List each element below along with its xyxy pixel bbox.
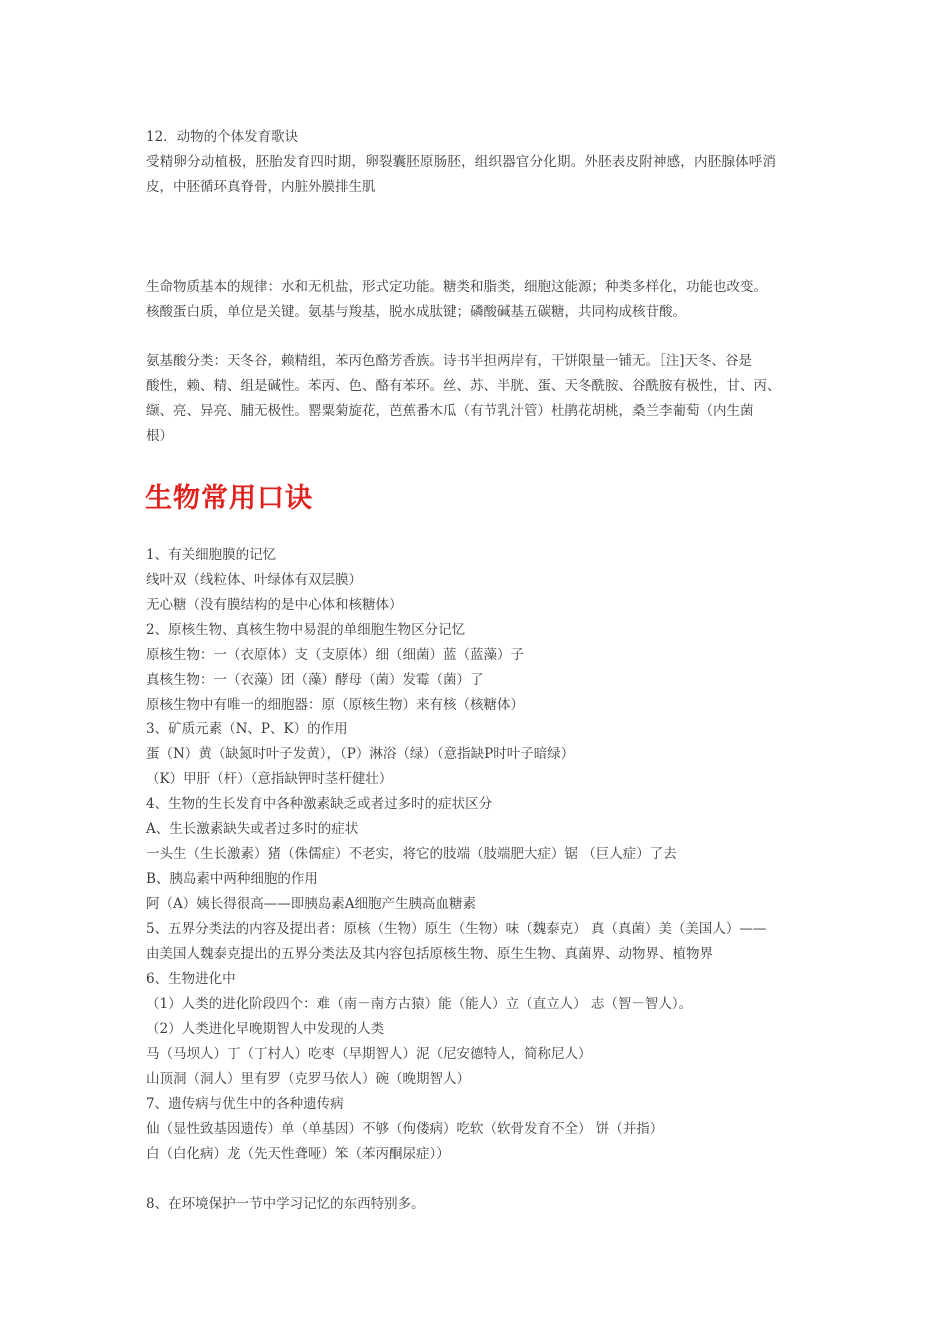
list-item: （2）人类进化早晚期智人中发现的人类 [146,1021,385,1037]
list-item: 1、有关细胞膜的记忆 [146,547,277,563]
paragraph-line: 核酸蛋白质，单位是关键。氨基与羧基，脱水成肽键；磷酸碱基五碳糖，共同构成核苷酸。 [146,304,686,320]
list-item: 原核生物中有唯一的细胞器：原（原核生物）来有核（核糖体） [146,697,524,713]
list-item: 原核生物：一（衣原体）支（支原体）细（细菌）蓝（蓝藻）子 [146,647,524,663]
list-item: 3、矿质元素（N、P、K）的作用 [146,721,348,737]
paragraph-line: 酸性，赖、精、组是碱性。苯丙、色、酪有苯环。丝、苏、半胱、蛋、天冬酰胺、谷酰胺有极性，甘、丙、 [146,378,781,394]
paragraph-line: 缬、亮、异亮、脯无极性。罂粟菊旋花，芭蕉番木瓜（有节乳汁管）杜鹃花胡桃，桑兰李葡萄（内生菌 [146,403,754,419]
list-item: 7、遗传病与优生中的各种遗传病 [146,1096,344,1112]
list-item: 山顶洞（洞人）里有罗（克罗马依人）碗（晚期智人） [146,1071,470,1087]
paragraph-line: 受精卵分动植极，胚胎发育四时期，卵裂囊胚原肠胚，组织器官分化期。外胚表皮附神感，内胚腺体呼消 [146,154,777,170]
page-heading: 生物常用口诀 [145,483,313,514]
list-item: 阿（A）姨长得很高——即胰岛素A细胞产生胰高血糖素 [146,896,476,912]
list-item: 4、生物的生长发育中各种激素缺乏或者过多时的症状区分 [146,796,493,812]
paragraph-line: 生命物质基本的规律：水和无机盐，形式定功能。糖类和脂类，细胞这能源；种类多样化，功能也改变。 [146,279,767,295]
list-item: 一头生（生长激素）猪（侏儒症）不老实，将它的肢端（肢端肥大症）锯 （巨人症）了去 [146,846,677,862]
list-item: （K）甲肝（杆）（意指缺钾时茎杆健壮） [146,771,393,787]
list-item: A、生长激素缺失或者过多时的症状 [146,821,359,837]
list-item: 5、五界分类法的内容及提出者：原核（生物）原生（生物）味（魏泰克） 真（真菌）美（美国人）—— [146,921,767,937]
list-item: 由美国人魏泰克提出的五界分类法及其内容包括原核生物、原生生物、真菌界、动物界、植物界 [146,946,713,962]
paragraph-line: 氨基酸分类：天冬谷，赖精组，苯丙色酪芳香族。诗书半担两岸有，干饼限量一铺无。［注]天冬、谷是 [146,353,753,369]
list-item: 马（马坝人）丁（丁村人）吃枣（早期智人）泥（尼安德特人，简称尼人） [146,1046,592,1062]
list-item: 仙（显性致基因遗传）单（单基因）不够（佝偻病）吃软（软骨发育不全） 饼（并指） [146,1121,664,1137]
paragraph-line: 根） [146,428,173,444]
list-item: 蛋（N）黄（缺氮时叶子发黄），（P）淋浴（绿）（意指缺P时叶子暗绿） [146,746,575,762]
list-item: B、胰岛素中两种细胞的作用 [146,871,318,887]
paragraph-line: 皮，中胚循环真脊骨，内脏外膜排生肌 [146,179,376,195]
list-item: 6、生物进化中 [146,971,236,987]
list-item: 白（白化病）龙（先天性聋哑）笨（苯丙酮尿症）） [146,1146,450,1162]
list-item: 真核生物：一（衣藻）团（藻）酵母（菌）发霉（菌）了 [146,672,484,688]
list-item: （1）人类的进化阶段四个：难（南－南方古猿）能（能人）立（直立人） 志（智－智人）。 [146,996,693,1012]
list-item: 无心糖（没有膜结构的是中心体和核糖体） [146,597,403,613]
list-item: 8、在环境保护一节中学习记忆的东西特别多。 [146,1196,425,1212]
section-title-animal-development: 12．动物的个体发育歌诀 [146,129,299,145]
list-item: 线叶双（线粒体、叶绿体有双层膜） [146,572,362,588]
list-item: 2、原核生物、真核生物中易混的单细胞生物区分记忆 [146,622,466,638]
